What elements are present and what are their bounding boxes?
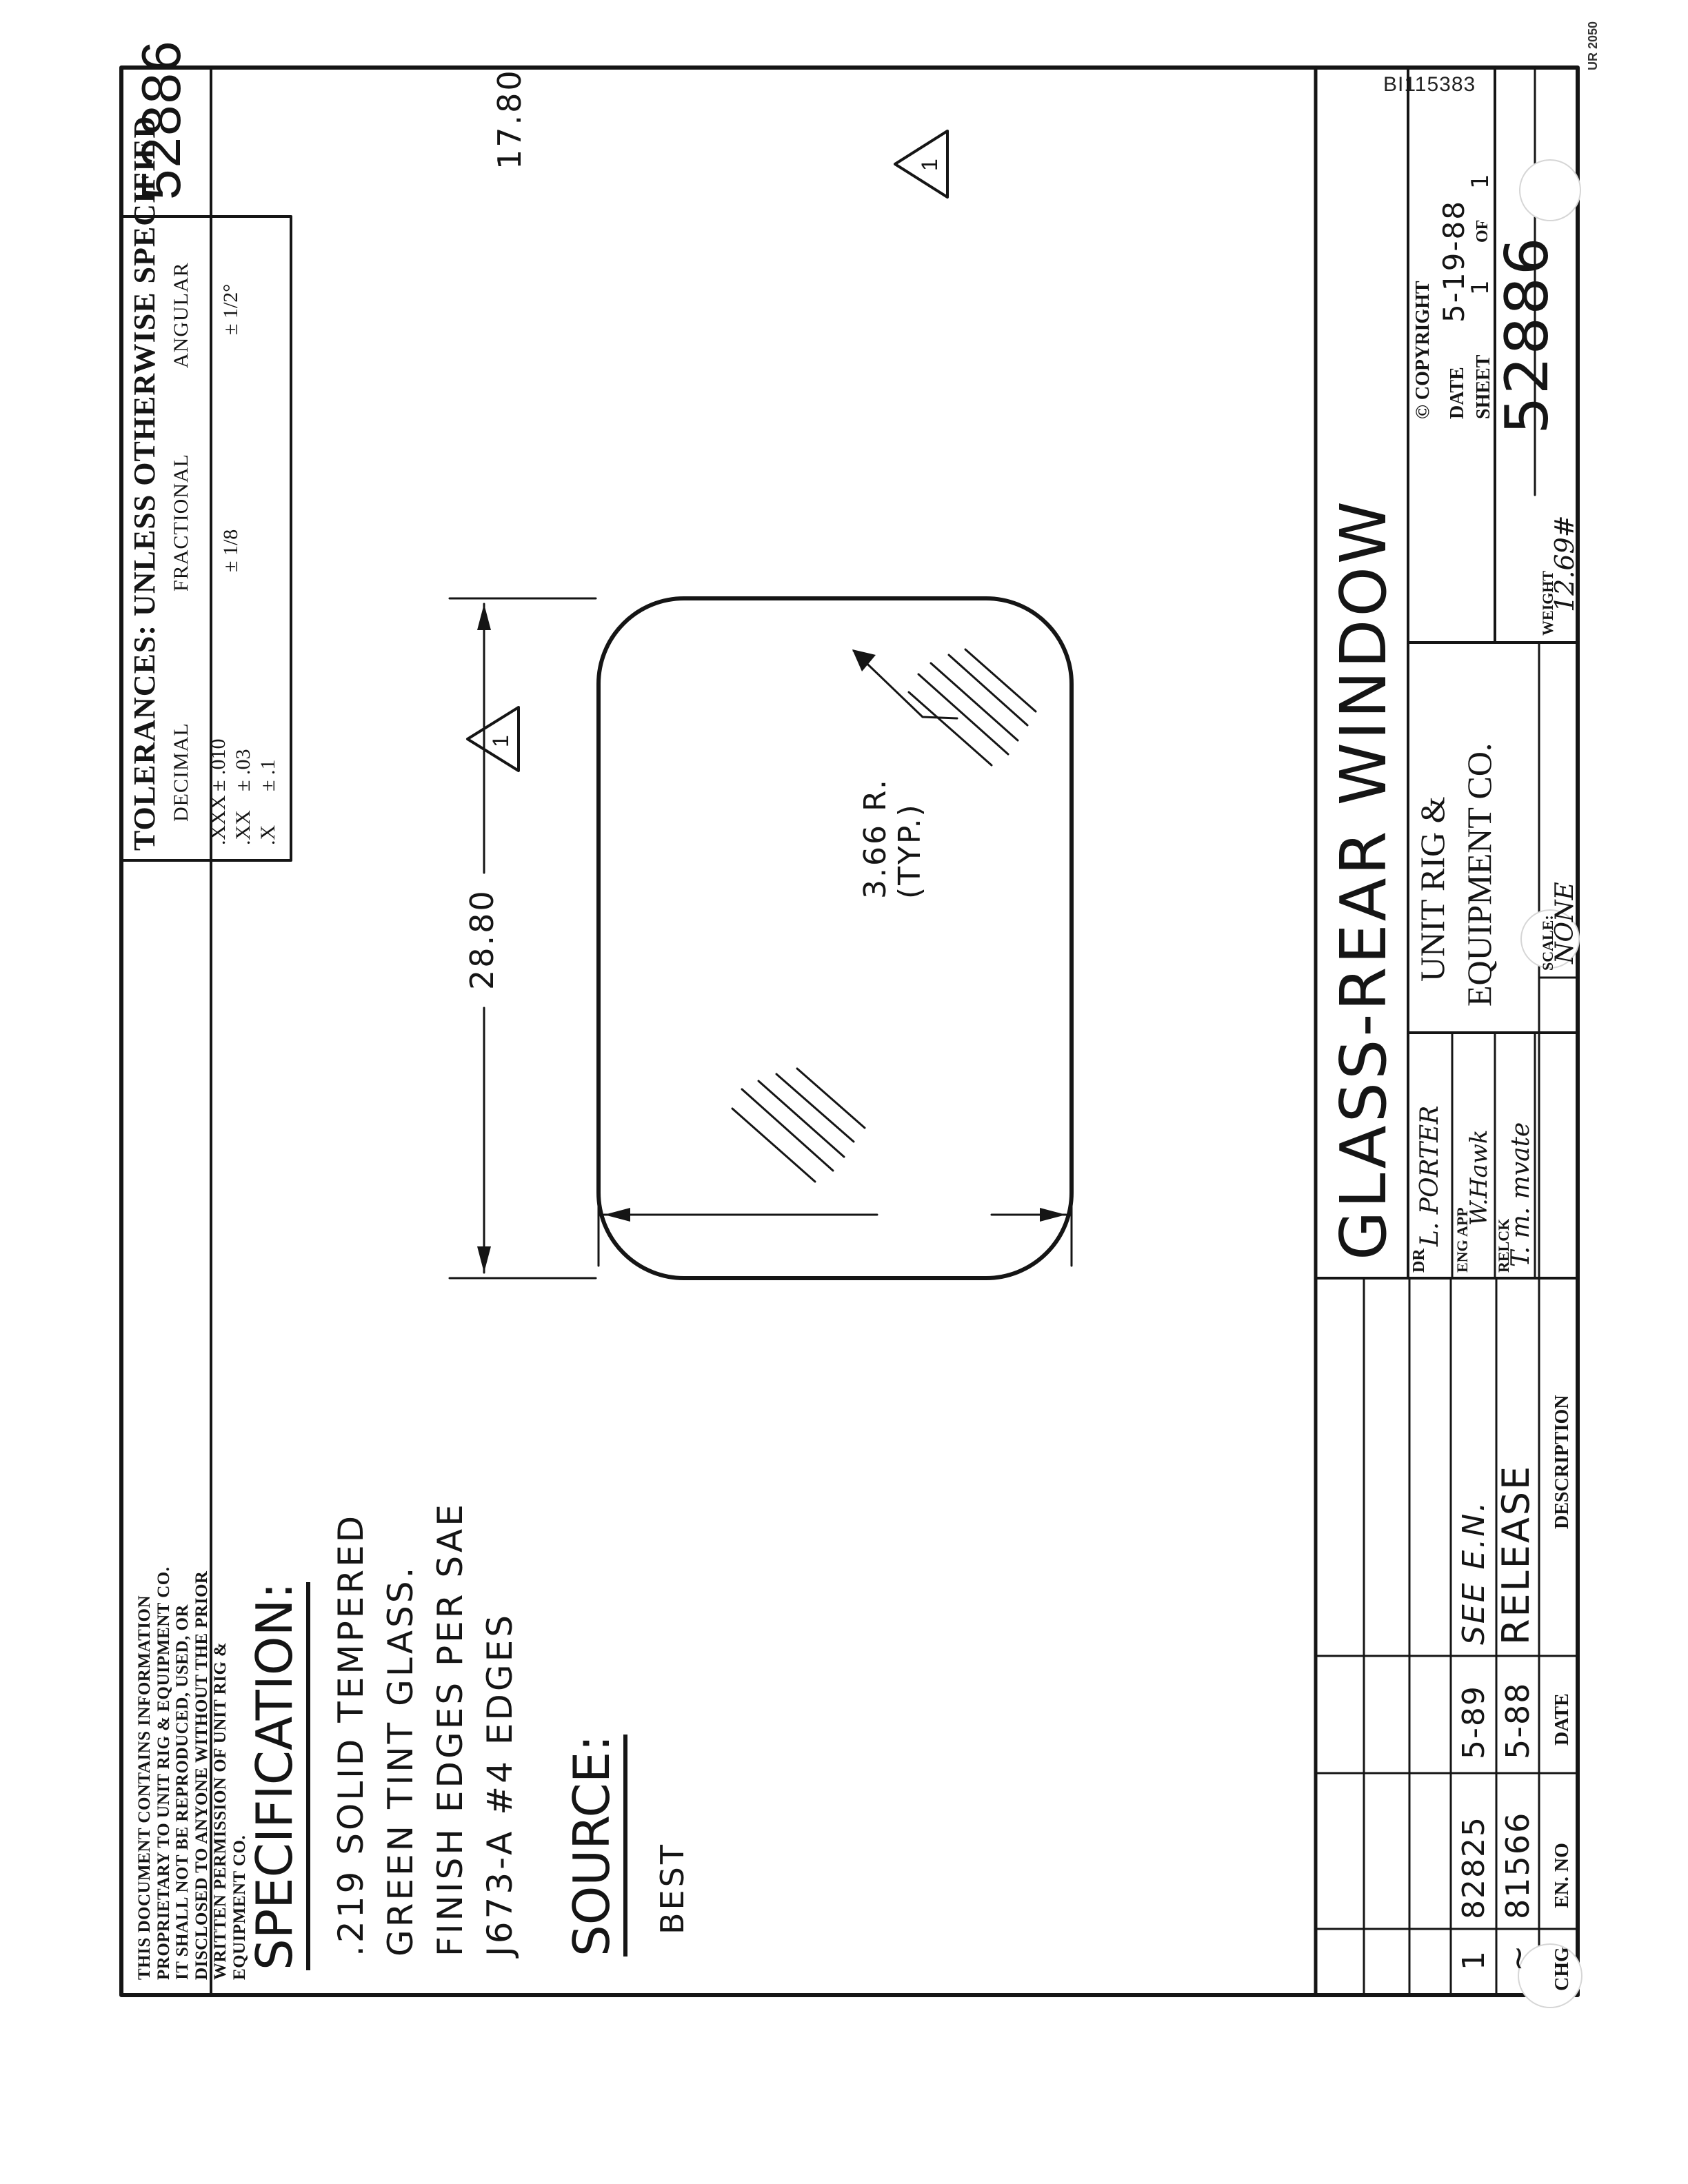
fractional-value: ± 1/8: [219, 529, 242, 572]
sheet-value: 1: [1467, 280, 1494, 295]
weight-label: WEIGHT: [1539, 570, 1556, 636]
revision-symbol: 1: [488, 735, 513, 747]
sheet-label: SHEET: [1473, 354, 1494, 419]
company-line-1: UNIT RIG &: [1413, 796, 1451, 982]
revision-change: ~: [1499, 1945, 1536, 1972]
decimal-digits-xxx: .XXX: [207, 795, 230, 845]
glass-reflection-hatch: [732, 649, 1036, 1182]
revision-en-no: 82825: [1456, 1816, 1491, 1919]
source-value: BEST: [654, 1842, 691, 1934]
specification-line: GREEN TINT GLASS.: [381, 1564, 421, 1957]
revision-date: 5-89: [1456, 1685, 1491, 1759]
decimal-digits-x: .X: [257, 825, 279, 845]
bates-number: BI115383: [1383, 73, 1476, 96]
decimal-value-xxx: ± .010: [207, 738, 230, 791]
fractional-header: FRACTIONAL: [170, 453, 192, 592]
revision-date: 5-88: [1499, 1681, 1536, 1759]
engineering-drawing-sheet: [119, 39, 1580, 1998]
decimal-value-xx: ± .03: [232, 749, 254, 791]
decimal-value-x: ± .1: [257, 759, 279, 791]
specification-line: J673-A #4 EDGES: [480, 1612, 520, 1957]
drawn-by-value: L. PORTER: [1416, 1105, 1444, 1246]
form-code: UR 2050: [1586, 21, 1600, 70]
revision-en-no: 81566: [1499, 1811, 1536, 1919]
engineering-approval-value: W.Hawk: [1465, 1129, 1493, 1226]
angular-header: ANGULAR: [170, 262, 192, 368]
specification-line: .219 SOLID TEMPERED: [331, 1513, 371, 1957]
revision-header-change: CHG: [1551, 1947, 1573, 1991]
punch-hole: [1520, 160, 1580, 221]
tolerances-title: TOLERANCES: UNLESS OTHERWISE SPECIFIED: [128, 115, 161, 851]
drawing-title: GLASS-REAR WINDOW: [1327, 498, 1400, 1260]
weight-value: 12.69#: [1549, 515, 1580, 612]
height-dimension: 17.80: [491, 68, 528, 170]
revision-header-date: DATE: [1551, 1693, 1573, 1746]
decimal-header: DECIMAL: [170, 722, 192, 822]
corner-radius: 3.66 R.: [858, 778, 893, 899]
revision-header-en-no: EN. NO: [1551, 1843, 1573, 1908]
revision-symbol: 1: [917, 159, 942, 171]
sheet-of-label: OF: [1474, 219, 1491, 243]
engineering-approval-label: ENG APP: [1454, 1207, 1471, 1273]
title-block-number: 52886: [1493, 235, 1562, 434]
date-label: DATE: [1447, 367, 1468, 419]
copyright-label: © COPYRIGHT: [1412, 281, 1434, 419]
specification-line: FINISH EDGES PER SAE: [430, 1502, 470, 1957]
drawing-number: 52886: [130, 39, 192, 200]
sheet-total: 1: [1467, 174, 1494, 189]
angular-value: ± 1/2°: [219, 283, 242, 335]
release-check-value: T. m. mvate: [1507, 1122, 1535, 1267]
scale-label: SCALE:: [1539, 915, 1556, 971]
scale-value: NONE: [1551, 882, 1579, 964]
revision-description: RELEASE: [1494, 1464, 1538, 1645]
revision-description: SEE E.N.: [1456, 1499, 1491, 1645]
revision-change: 1: [1456, 1951, 1491, 1970]
proprietary-notice: THIS DOCUMENT CONTAINS INFORMATION PROPRIETARY TO UNIT RIG & EQUIPMENT CO. IT SHALL NOT BE REPRODUCED, USED, OR DISCLOSED TO ANYONE WITHOUT THE PRIOR WRITTEN PERMISSION OF UNIT RIG & EQUIPMENT CO.: [135, 1566, 249, 1980]
date-value: 5-19-88: [1437, 200, 1471, 323]
source-heading: SOURCE:: [563, 1735, 627, 1957]
width-dimension: 28.80: [463, 889, 501, 990]
release-check-label: RELCK: [1495, 1218, 1512, 1273]
corner-radius-note: (TYP.): [892, 802, 927, 899]
drawn-by-label: DR: [1410, 1248, 1428, 1273]
specification-heading: SPECIFICATION:: [245, 1582, 310, 1970]
decimal-digits-xx: .XX: [232, 810, 254, 845]
revision-header-description: DESCRIPTION: [1551, 1395, 1573, 1529]
company-line-2: EQUIPMENT CO.: [1460, 742, 1498, 1007]
